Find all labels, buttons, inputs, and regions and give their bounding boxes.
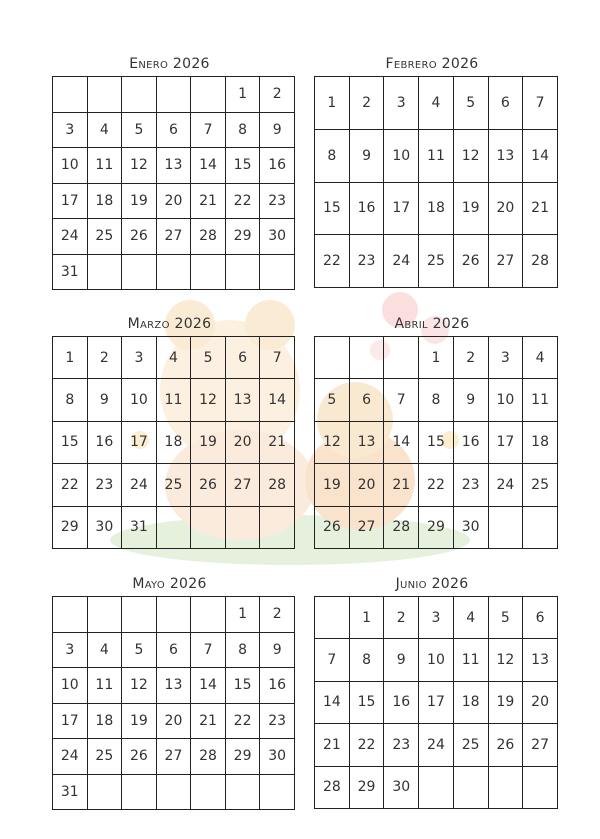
day-cell: 8 [349, 639, 384, 681]
day-cell: 17 [419, 681, 454, 723]
month-title: Febrero 2026 [385, 56, 479, 72]
day-cell: 26 [488, 724, 523, 766]
day-cell: 8 [53, 379, 88, 421]
week-row [53, 219, 295, 255]
week-row [53, 739, 295, 775]
day-cell: 25 [156, 464, 191, 506]
day-cell: 18 [523, 421, 558, 463]
day-cell: 25 [87, 219, 122, 255]
day-cell: 15 [53, 421, 88, 463]
day-cell: 11 [523, 379, 558, 421]
week-row [53, 632, 295, 668]
empty-cell [260, 774, 295, 810]
day-cell: 24 [419, 724, 454, 766]
month-title: Enero 2026 [129, 56, 210, 72]
day-cell: 31 [53, 774, 88, 810]
day-cell: 15 [349, 681, 384, 723]
day-cell: 24 [488, 464, 523, 506]
empty-cell [191, 774, 226, 810]
empty-cell [384, 337, 419, 379]
day-cell: 21 [315, 724, 350, 766]
day-cell: 19 [315, 464, 350, 506]
day-cell: 23 [384, 724, 419, 766]
day-cell: 6 [225, 337, 260, 379]
day-cell: 19 [453, 182, 488, 235]
week-row [315, 421, 558, 463]
day-cell: 3 [384, 77, 419, 130]
day-cell: 18 [419, 182, 454, 235]
empty-cell [523, 766, 558, 808]
day-cell: 14 [260, 379, 295, 421]
day-cell: 29 [53, 506, 88, 548]
day-cell: 3 [122, 337, 157, 379]
day-cell: 21 [191, 183, 226, 219]
day-cell: 10 [53, 148, 88, 184]
day-cell: 11 [156, 379, 191, 421]
day-cell: 10 [53, 668, 88, 704]
day-cell: 2 [384, 597, 419, 639]
month-title: Abril 2026 [394, 316, 470, 332]
day-cell: 13 [156, 148, 191, 184]
week-row [315, 337, 558, 379]
day-cell: 9 [87, 379, 122, 421]
day-cell: 19 [191, 421, 226, 463]
week-row [315, 639, 558, 681]
day-cell: 8 [225, 632, 260, 668]
day-cell: 10 [419, 639, 454, 681]
day-cell: 7 [384, 379, 419, 421]
day-cell: 16 [87, 421, 122, 463]
day-cell: 6 [349, 379, 384, 421]
empty-cell [453, 766, 488, 808]
day-cell: 27 [225, 464, 260, 506]
week-row [315, 506, 558, 548]
month-title: Junio 2026 [395, 576, 469, 592]
empty-cell [349, 337, 384, 379]
day-cell: 10 [384, 129, 419, 182]
day-cell: 8 [225, 112, 260, 148]
empty-cell [191, 254, 226, 290]
week-row [53, 77, 295, 113]
day-cell: 5 [488, 597, 523, 639]
day-cell: 19 [122, 703, 157, 739]
day-cell: 29 [225, 739, 260, 775]
day-cell: 4 [419, 77, 454, 130]
day-cell: 28 [384, 506, 419, 548]
day-cell: 14 [191, 148, 226, 184]
day-cell: 31 [122, 506, 157, 548]
day-cell: 22 [315, 235, 350, 288]
day-cell: 2 [260, 77, 295, 113]
week-row [315, 77, 558, 130]
week-row [53, 421, 295, 463]
empty-cell [87, 77, 122, 113]
day-cell: 21 [191, 703, 226, 739]
day-cell: 24 [122, 464, 157, 506]
day-cell: 4 [87, 112, 122, 148]
empty-cell [53, 77, 88, 113]
week-row [53, 112, 295, 148]
day-cell: 1 [315, 77, 350, 130]
day-cell: 1 [225, 597, 260, 633]
day-cell: 22 [225, 703, 260, 739]
empty-cell [156, 254, 191, 290]
empty-cell [191, 77, 226, 113]
day-cell: 27 [523, 724, 558, 766]
empty-cell [260, 254, 295, 290]
day-cell: 26 [453, 235, 488, 288]
empty-cell [156, 774, 191, 810]
empty-cell [122, 77, 157, 113]
day-cell: 13 [523, 639, 558, 681]
day-cell: 3 [53, 632, 88, 668]
day-cell: 15 [225, 668, 260, 704]
month-grid [314, 596, 558, 809]
day-cell: 3 [419, 597, 454, 639]
week-row [315, 724, 558, 766]
day-cell: 22 [53, 464, 88, 506]
day-cell: 16 [260, 668, 295, 704]
empty-cell [87, 254, 122, 290]
day-cell: 12 [315, 421, 350, 463]
month-title: Mayo 2026 [132, 576, 207, 592]
day-cell: 11 [453, 639, 488, 681]
day-cell: 6 [156, 112, 191, 148]
empty-cell [488, 506, 523, 548]
day-cell: 9 [260, 632, 295, 668]
day-cell: 4 [453, 597, 488, 639]
month-grid [52, 596, 295, 810]
day-cell: 10 [122, 379, 157, 421]
week-row [53, 506, 295, 548]
week-row [53, 148, 295, 184]
day-cell: 21 [384, 464, 419, 506]
day-cell: 1 [53, 337, 88, 379]
day-cell: 9 [453, 379, 488, 421]
day-cell: 30 [453, 506, 488, 548]
month-grid [314, 336, 558, 549]
week-row [315, 766, 558, 808]
day-cell: 9 [349, 129, 384, 182]
week-row [53, 183, 295, 219]
empty-cell [87, 774, 122, 810]
week-row [315, 129, 558, 182]
day-cell: 13 [156, 668, 191, 704]
day-cell: 28 [191, 219, 226, 255]
day-cell: 12 [122, 668, 157, 704]
day-cell: 4 [87, 632, 122, 668]
day-cell: 24 [53, 219, 88, 255]
day-cell: 28 [191, 739, 226, 775]
day-cell: 6 [523, 597, 558, 639]
day-cell: 1 [225, 77, 260, 113]
empty-cell [191, 506, 226, 548]
day-cell: 14 [315, 681, 350, 723]
day-cell: 17 [53, 183, 88, 219]
week-row [53, 774, 295, 810]
day-cell: 5 [453, 77, 488, 130]
empty-cell [225, 506, 260, 548]
day-cell: 18 [156, 421, 191, 463]
day-cell: 15 [419, 421, 454, 463]
day-cell: 14 [384, 421, 419, 463]
day-cell: 18 [87, 183, 122, 219]
empty-cell [122, 774, 157, 810]
day-cell: 20 [156, 183, 191, 219]
day-cell: 20 [523, 681, 558, 723]
day-cell: 26 [315, 506, 350, 548]
day-cell: 6 [156, 632, 191, 668]
day-cell: 14 [191, 668, 226, 704]
day-cell: 5 [122, 632, 157, 668]
day-cell: 19 [488, 681, 523, 723]
day-cell: 11 [419, 129, 454, 182]
day-cell: 22 [419, 464, 454, 506]
day-cell: 8 [315, 129, 350, 182]
day-cell: 26 [122, 219, 157, 255]
day-cell: 29 [349, 766, 384, 808]
empty-cell [315, 337, 350, 379]
empty-cell [419, 766, 454, 808]
day-cell: 11 [87, 148, 122, 184]
day-cell: 23 [260, 703, 295, 739]
empty-cell [488, 766, 523, 808]
day-cell: 22 [225, 183, 260, 219]
day-cell: 26 [122, 739, 157, 775]
week-row [315, 464, 558, 506]
day-cell: 2 [453, 337, 488, 379]
week-row [53, 668, 295, 704]
empty-cell [225, 774, 260, 810]
day-cell: 1 [349, 597, 384, 639]
day-cell: 12 [122, 148, 157, 184]
day-cell: 25 [453, 724, 488, 766]
empty-cell [191, 597, 226, 633]
empty-cell [523, 506, 558, 548]
day-cell: 14 [523, 129, 558, 182]
day-cell: 4 [156, 337, 191, 379]
day-cell: 31 [53, 254, 88, 290]
day-cell: 7 [191, 632, 226, 668]
week-row [315, 681, 558, 723]
month-grid [52, 76, 295, 290]
empty-cell [225, 254, 260, 290]
day-cell: 23 [453, 464, 488, 506]
day-cell: 1 [419, 337, 454, 379]
day-cell: 20 [156, 703, 191, 739]
day-cell: 12 [488, 639, 523, 681]
day-cell: 29 [225, 219, 260, 255]
day-cell: 17 [122, 421, 157, 463]
day-cell: 23 [349, 235, 384, 288]
day-cell: 28 [315, 766, 350, 808]
empty-cell [315, 597, 350, 639]
day-cell: 10 [488, 379, 523, 421]
week-row [53, 254, 295, 290]
day-cell: 7 [191, 112, 226, 148]
day-cell: 9 [260, 112, 295, 148]
month-grid [314, 76, 558, 288]
day-cell: 28 [260, 464, 295, 506]
day-cell: 17 [53, 703, 88, 739]
day-cell: 25 [87, 739, 122, 775]
empty-cell [53, 597, 88, 633]
week-row [53, 379, 295, 421]
day-cell: 2 [349, 77, 384, 130]
day-cell: 7 [523, 77, 558, 130]
day-cell: 16 [349, 182, 384, 235]
day-cell: 30 [260, 739, 295, 775]
day-cell: 16 [260, 148, 295, 184]
day-cell: 29 [419, 506, 454, 548]
day-cell: 9 [384, 639, 419, 681]
empty-cell [122, 254, 157, 290]
week-row [53, 597, 295, 633]
day-cell: 23 [260, 183, 295, 219]
month-grid [52, 336, 295, 549]
day-cell: 11 [87, 668, 122, 704]
day-cell: 21 [523, 182, 558, 235]
day-cell: 17 [384, 182, 419, 235]
day-cell: 2 [87, 337, 122, 379]
empty-cell [122, 597, 157, 633]
day-cell: 5 [191, 337, 226, 379]
day-cell: 27 [156, 219, 191, 255]
week-row [53, 464, 295, 506]
empty-cell [87, 597, 122, 633]
day-cell: 27 [156, 739, 191, 775]
day-cell: 15 [225, 148, 260, 184]
day-cell: 13 [349, 421, 384, 463]
day-cell: 2 [260, 597, 295, 633]
day-cell: 20 [225, 421, 260, 463]
day-cell: 17 [488, 421, 523, 463]
day-cell: 12 [191, 379, 226, 421]
day-cell: 25 [523, 464, 558, 506]
day-cell: 7 [260, 337, 295, 379]
day-cell: 28 [523, 235, 558, 288]
day-cell: 4 [523, 337, 558, 379]
day-cell: 16 [384, 681, 419, 723]
day-cell: 18 [453, 681, 488, 723]
week-row [315, 379, 558, 421]
day-cell: 5 [315, 379, 350, 421]
day-cell: 13 [488, 129, 523, 182]
day-cell: 24 [53, 739, 88, 775]
day-cell: 20 [488, 182, 523, 235]
day-cell: 16 [453, 421, 488, 463]
day-cell: 27 [349, 506, 384, 548]
week-row [315, 182, 558, 235]
empty-cell [156, 597, 191, 633]
day-cell: 21 [260, 421, 295, 463]
day-cell: 24 [384, 235, 419, 288]
day-cell: 20 [349, 464, 384, 506]
empty-cell [260, 506, 295, 548]
day-cell: 30 [87, 506, 122, 548]
week-row [315, 597, 558, 639]
empty-cell [156, 506, 191, 548]
day-cell: 12 [453, 129, 488, 182]
day-cell: 8 [419, 379, 454, 421]
day-cell: 30 [260, 219, 295, 255]
day-cell: 18 [87, 703, 122, 739]
day-cell: 30 [384, 766, 419, 808]
day-cell: 3 [53, 112, 88, 148]
day-cell: 5 [122, 112, 157, 148]
day-cell: 7 [315, 639, 350, 681]
day-cell: 27 [488, 235, 523, 288]
month-title: Marzo 2026 [127, 316, 212, 332]
week-row [53, 337, 295, 379]
day-cell: 15 [315, 182, 350, 235]
day-cell: 19 [122, 183, 157, 219]
day-cell: 23 [87, 464, 122, 506]
week-row [315, 235, 558, 288]
day-cell: 22 [349, 724, 384, 766]
day-cell: 25 [419, 235, 454, 288]
day-cell: 3 [488, 337, 523, 379]
day-cell: 6 [488, 77, 523, 130]
week-row [53, 703, 295, 739]
day-cell: 13 [225, 379, 260, 421]
empty-cell [156, 77, 191, 113]
day-cell: 26 [191, 464, 226, 506]
